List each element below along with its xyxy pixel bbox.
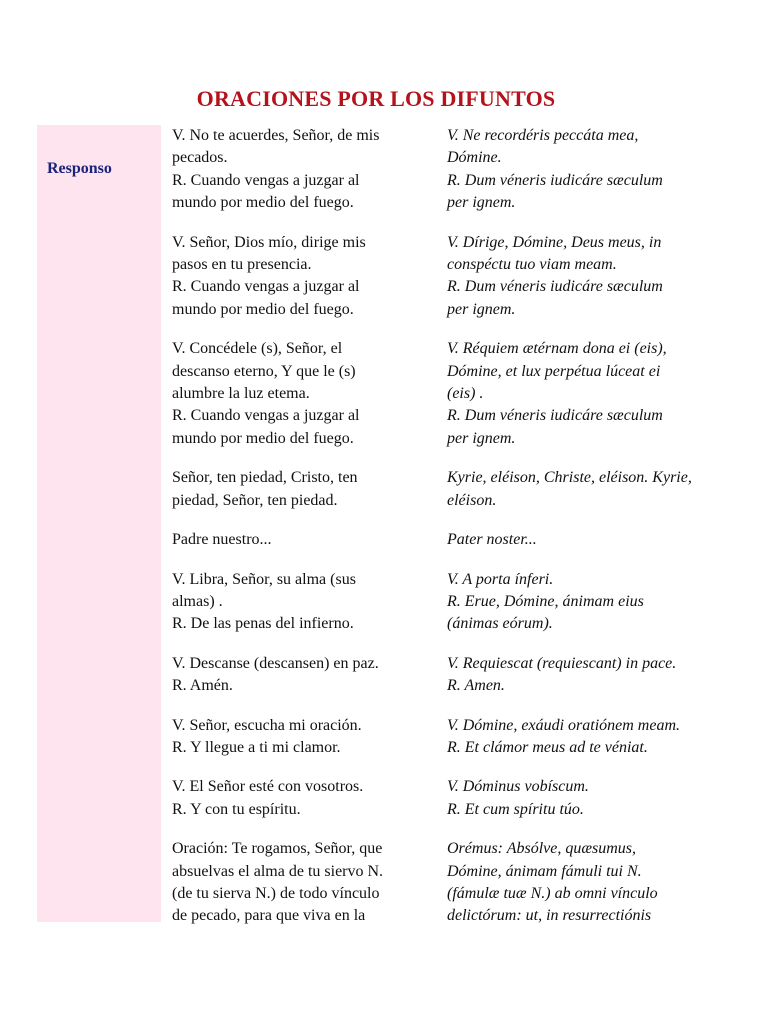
latin-text: Kyrie, eléison, Christe, eléison. Kyrie, eléison. [447, 469, 692, 509]
spanish-text: V. Libra, Señor, su alma (sus almas) . R. De las penas del infierno. [172, 570, 356, 633]
prayer-pair [172, 569, 732, 636]
spanish-text: V. Descanse (descansen) en paz. R. Amén. [172, 654, 379, 695]
prayer-pair [172, 838, 732, 928]
spanish-text: V. Concédele (s), Señor, el descanso eterno, Y que le (s) alumbre la luz etema. R. Cuando vengas a juzgar al mundo por medio del fuego. [172, 340, 360, 447]
spanish-text: V. Señor, escucha mi oración. R. Y llegue a ti mi clamor. [172, 716, 362, 756]
prayer-pair [172, 715, 732, 760]
side-band [37, 125, 161, 922]
latin-text: V. Réquiem ætérnam dona ei (eis), Dómine, et lux perpétua lúceat ei (eis) . R. Dum véneris iudicáre sæculum per ignem. [447, 340, 667, 447]
section-label: Responso [47, 160, 112, 177]
prayer-pair [172, 467, 732, 512]
spanish-text: V. El Señor esté con vosotros. R. Y con tu espíritu. [172, 778, 364, 818]
spanish-text: V. No te acuerdes, Señor, de mis pecados. R. Cuando vengas a juzgar al mundo por medio del fuego. [172, 127, 380, 212]
page-title: ORACIONES POR LOS DIFUNTOS [196, 86, 556, 111]
prayer-pair [172, 776, 732, 821]
prayer-pair [172, 232, 732, 322]
spanish-text: Padre nuestro... [172, 531, 272, 549]
prayer-pairs [172, 125, 732, 945]
prayer-pair [172, 653, 732, 698]
prayer-pair [172, 338, 732, 450]
prayer-pair [172, 125, 732, 215]
latin-text: V. Requiescat (requiescant) in pace. R. Amen. [447, 654, 677, 695]
latin-text: V. Dóminus vobíscum. R. Et cum spíritu túo. [447, 778, 589, 818]
spanish-text: V. Señor, Dios mío, dirige mis pasos en tu presencia. R. Cuando vengas a juzgar al mundo por medio del fuego. [172, 233, 366, 318]
latin-text: Orémus: Absólve, quæsumus, Dómine, ánimam fámuli tui N. (fámulæ tuæ N.) ab omni vínculo delictórum: ut, in resurrectiónis [447, 840, 658, 925]
prayer-pair [172, 529, 732, 551]
latin-text: V. A porta ínferi. R. Erue, Dómine, ánimam eius (ánimas eórum). [447, 570, 644, 633]
latin-text: V. Ne recordéris peccáta mea, Dómine. R. Dum véneris iudicáre sæculum per ignem. [447, 127, 663, 212]
latin-text: V. Dírige, Dómine, Deus meus, in conspéctu tuo viam meam. R. Dum véneris iudicáre sæculum per ignem. [447, 233, 663, 318]
latin-text: V. Dómine, exáudi oratiónem meam. R. Et clámor meus ad te véniat. [447, 716, 680, 756]
spanish-text: Señor, ten piedad, Cristo, ten piedad, Señor, ten piedad. [172, 469, 358, 509]
spanish-text: Oración: Te rogamos, Señor, que absuelvas el alma de tu siervo N. (de tu sierva N.) de todo vínculo de pecado, para que viva en la [172, 840, 384, 925]
latin-text: Pater noster... [447, 531, 537, 549]
